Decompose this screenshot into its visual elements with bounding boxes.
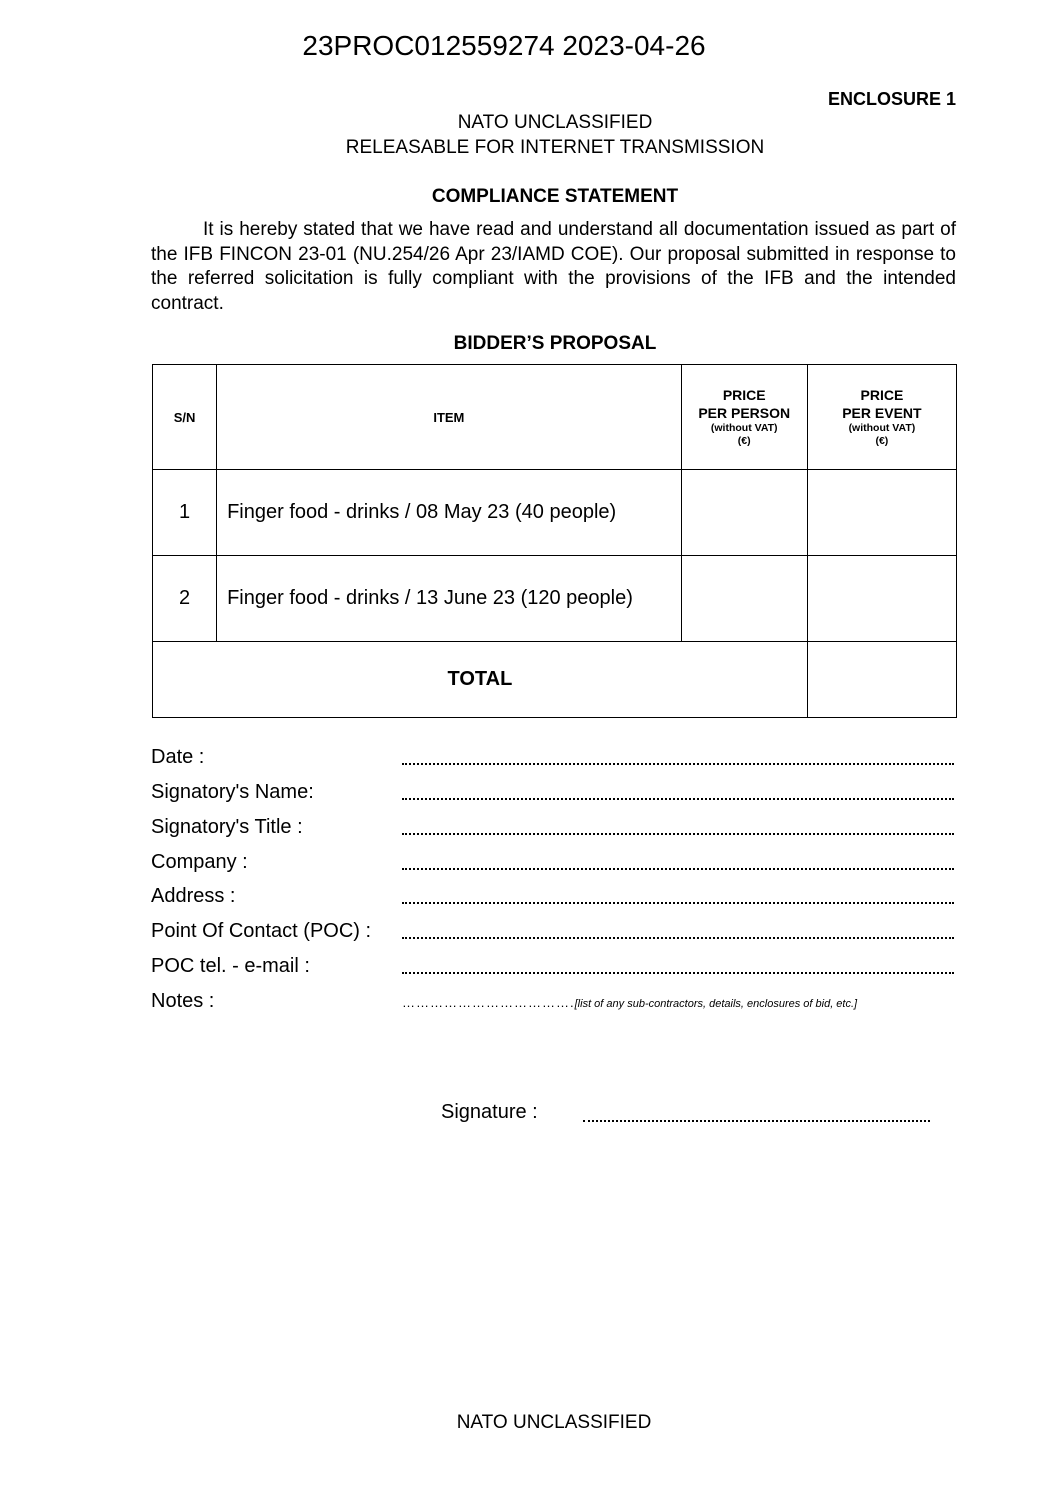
total-value-field[interactable] — [807, 642, 956, 718]
row-price-per-person-field[interactable] — [681, 556, 807, 642]
pp-header-line1: PRICE — [722, 387, 766, 403]
signatory-title-field[interactable] — [402, 829, 954, 835]
pe-header-line2: PER EVENT — [842, 405, 922, 421]
pe-header-currency: (€) — [875, 435, 889, 447]
row-price-per-person-field[interactable] — [681, 470, 807, 556]
address-field[interactable] — [402, 898, 954, 904]
notes-label: Notes : — [151, 990, 215, 1012]
column-header-price-per-person — [681, 365, 807, 470]
table-row — [153, 556, 957, 642]
row-price-per-event-field[interactable] — [807, 470, 956, 556]
row-sn: 2 — [153, 556, 217, 642]
signatory-name-label: Signatory's Name: — [151, 781, 314, 803]
signature-field[interactable] — [583, 1116, 930, 1122]
notes-hint: [list of any sub-contractors, details, enclosures of bid, etc.] — [574, 998, 858, 1010]
date-field[interactable] — [402, 759, 954, 765]
document-id: 23PROC012559274 2023-04-26 — [302, 30, 706, 61]
proposal-table — [152, 364, 957, 718]
column-header-sn: S/N — [153, 365, 217, 470]
notes-dots: ………………………………. — [402, 995, 575, 1010]
poc-label: Point Of Contact (POC) : — [151, 920, 372, 942]
pp-header-vat: (without VAT) — [710, 422, 778, 434]
company-field[interactable] — [402, 864, 954, 870]
total-label: TOTAL — [153, 642, 808, 718]
signature-label: Signature : — [441, 1101, 538, 1123]
releasability-line: RELEASABLE FOR INTERNET TRANSMISSION — [345, 137, 765, 158]
table-header-row — [153, 365, 957, 470]
signatory-title-label: Signatory's Title : — [151, 816, 303, 838]
row-item: Finger food - drinks / 13 June 23 (120 people) — [217, 556, 682, 642]
table-row — [153, 470, 957, 556]
compliance-title: COMPLIANCE STATEMENT — [431, 186, 679, 207]
date-label: Date : — [151, 746, 205, 768]
column-header-item: ITEM — [217, 365, 682, 470]
proposal-title: BIDDER’S PROPOSAL — [453, 333, 657, 354]
pp-header-line2: PER PERSON — [698, 405, 791, 421]
compliance-text: It is hereby stated that we have read and understand all documentation issued as part of the IFB FINCON 23-01 (NU.254/26 Apr 23/IAMD COE). Our proposal submitted in response to the referred solicitation is fully compliant with the provisions of the IFB and the intended contract. — [151, 219, 956, 314]
poc-field[interactable] — [402, 933, 954, 939]
classification-footer: NATO UNCLASSIFIED — [456, 1412, 652, 1433]
row-item: Finger food - drinks / 08 May 23 (40 people) — [217, 470, 682, 556]
company-label: Company : — [151, 851, 248, 873]
notes-field[interactable] — [402, 995, 958, 1012]
enclosure-label: ENCLOSURE 1 — [827, 89, 956, 109]
column-header-price-per-event — [807, 365, 956, 470]
pe-header-vat: (without VAT) — [848, 422, 916, 434]
row-sn: 1 — [153, 470, 217, 556]
total-row — [153, 642, 957, 718]
pp-header-currency: (€) — [737, 435, 751, 447]
pe-header-line1: PRICE — [860, 387, 904, 403]
classification-header: NATO UNCLASSIFIED — [457, 112, 653, 133]
poc-contact-label: POC tel. - e-mail : — [151, 955, 310, 977]
signatory-name-field[interactable] — [402, 794, 954, 800]
address-label: Address : — [151, 885, 236, 907]
row-price-per-event-field[interactable] — [807, 556, 956, 642]
poc-contact-field[interactable] — [402, 968, 954, 974]
